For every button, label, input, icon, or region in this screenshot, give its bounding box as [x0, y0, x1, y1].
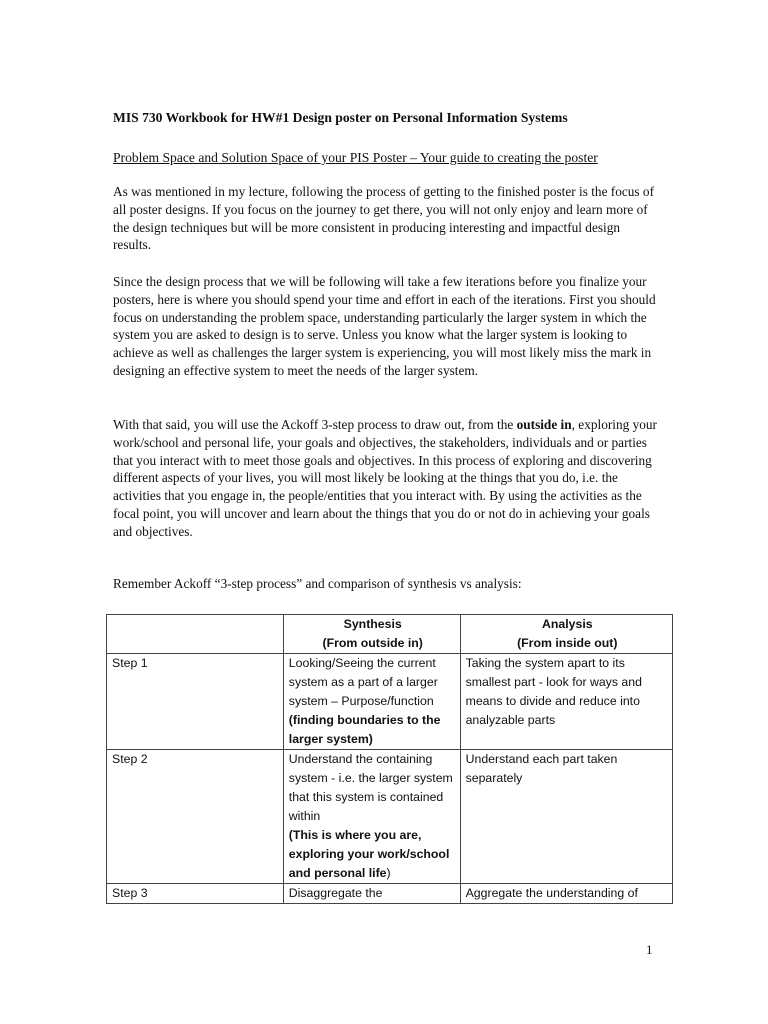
table-header-row	[107, 615, 673, 654]
synthesis-tail-text: )	[386, 866, 391, 880]
table-row	[107, 750, 673, 884]
step-label: Step 2	[107, 750, 284, 884]
paragraph-3-text-after: , exploring your work/school and personal life, your goals and objectives, the stakeholders, individuals and or parties that you interact with to meet those goals and objectives. In this process of exploring and discovering different aspects of your lives, you will most likely be looking at the things that you do, i.e. the activities that you engage in, the people/entities that you interact with. By using the activities as the focal point, you will uncover and learn about the things that you do or not do in achieving your goals and objectives.	[113, 417, 657, 539]
analysis-cell: Taking the system apart to its smallest part - look for ways and means to divide and reduce into analyzable parts	[460, 654, 672, 750]
analysis-cell: Aggregate the understanding of	[460, 884, 672, 904]
paragraph-3-bold-text: outside in	[516, 417, 572, 432]
synthesis-cell	[283, 750, 460, 884]
synthesis-text: Understand the containing system - i.e. the larger system that this system is contained within	[288, 752, 453, 823]
synthesis-subheading: (From outside in)	[322, 636, 423, 650]
ackoff-comparison-table	[106, 614, 673, 904]
remember-note: Remember Ackoff “3-step process” and comparison of synthesis vs analysis:	[113, 576, 522, 591]
synthesis-bold-text: (This is where you are, exploring your work/school and personal life	[288, 828, 450, 880]
step-label: Step 3	[107, 884, 284, 904]
table-row	[107, 884, 673, 904]
paragraph-2: Since the design process that we will be following will take a few iterations before you finalize your posters, here is where you should spend your time and effort in each of the iterations. First you should focus on understanding the problem space, understanding particularly the larger system in which the system you are asked to design is to serve. Unless you know what the larger system is looking to achieve as well as challenges the larger system is experiencing, you will most likely miss the mark in designing an effective system to meet the needs of the larger system.	[113, 274, 656, 378]
document-title: MIS 730 Workbook for HW#1 Design poster on Personal Information Systems	[113, 110, 568, 125]
synthesis-text: Looking/Seeing the current system as a part of a larger system – Purpose/function	[288, 656, 438, 708]
synthesis-cell	[283, 884, 460, 904]
synthesis-cell	[283, 654, 460, 750]
table-row	[107, 654, 673, 750]
page-number: 1	[646, 942, 653, 957]
synthesis-heading: Synthesis	[343, 617, 402, 631]
paragraph-3	[113, 416, 658, 541]
table-header-blank	[107, 615, 284, 654]
step-label: Step 1	[107, 654, 284, 750]
synthesis-text: Disaggregate the	[288, 886, 383, 900]
table-header-analysis	[460, 615, 672, 654]
analysis-cell: Understand each part taken separately	[460, 750, 672, 884]
analysis-subheading: (From inside out)	[517, 636, 618, 650]
document-subtitle: Problem Space and Solution Space of your PIS Poster – Your guide to creating the poster	[113, 150, 598, 165]
synthesis-bold-text: (finding boundaries to the larger system)	[288, 713, 441, 746]
paragraph-1: As was mentioned in my lecture, following the process of getting to the finished poster is the focus of all poster designs. If you focus on the journey to get there, you will not only enjoy and learn more of the design techniques but will be more consistent in producing interesting and impactful design results.	[113, 184, 654, 253]
analysis-heading: Analysis	[542, 617, 593, 631]
paragraph-3-text-before: With that said, you will use the Ackoff 3-step process to draw out, from the	[113, 417, 517, 432]
table-header-synthesis	[283, 615, 460, 654]
